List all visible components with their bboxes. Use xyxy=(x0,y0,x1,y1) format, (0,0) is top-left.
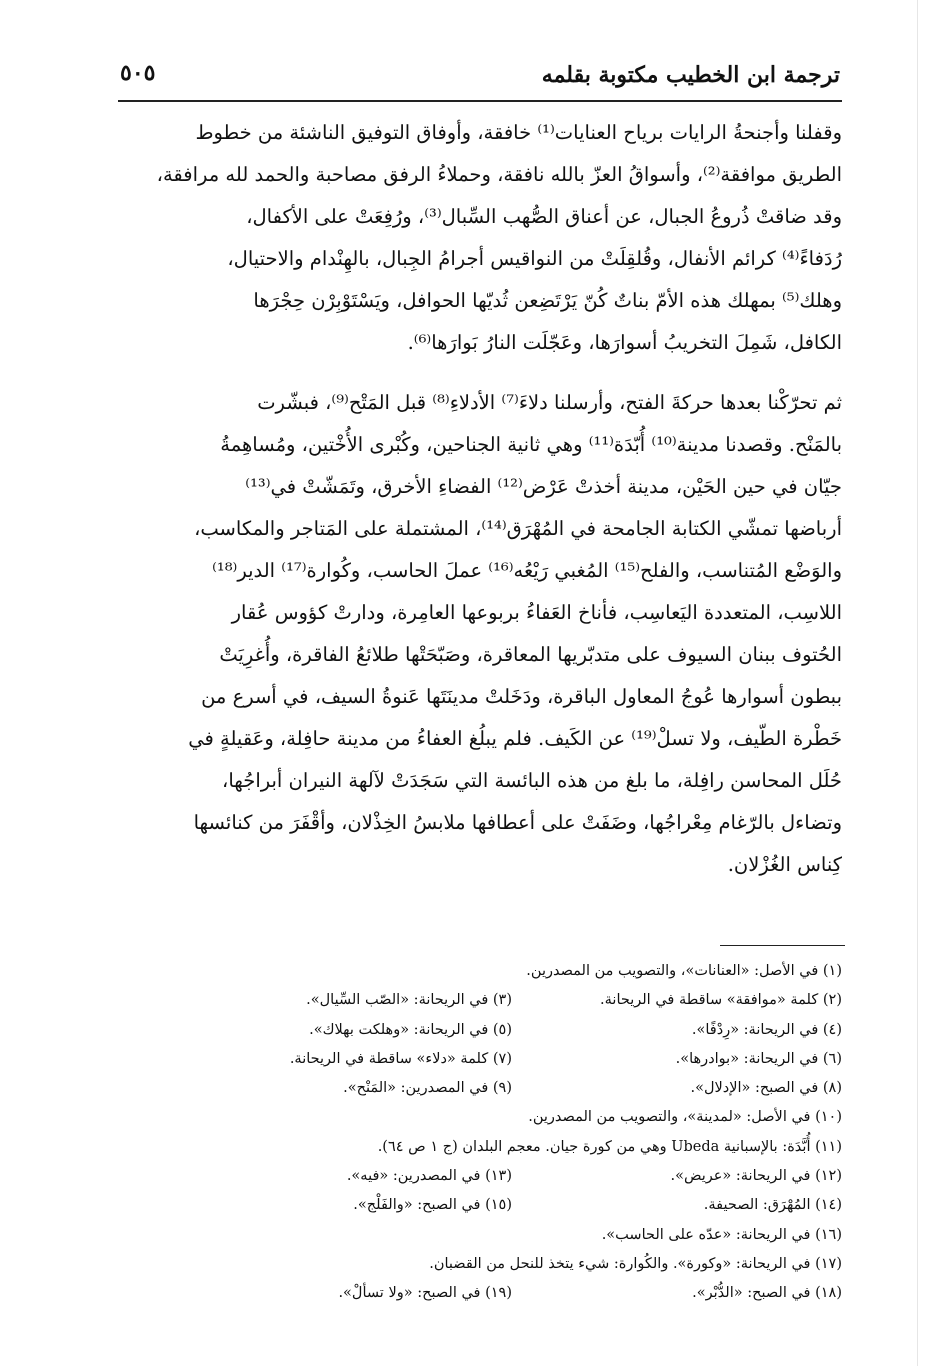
paragraph-line: الكافل، شَمِلَ التخريبُ أسوارَها، وعَجّلَت النارُ بَوارَها⁽⁶⁾. xyxy=(407,331,842,354)
paragraph-line: ثم تحرّكْنا بعدها حركةَ الفتح، وأرسلنا دلاءَ⁽⁷⁾ الأدلاءِ⁽⁸⁾ قبل المَتْح⁽⁹⁾، فبشّرت xyxy=(257,391,842,414)
scan-edge-line xyxy=(917,0,918,1366)
footnote-13: (١٣) في المصدرين: «فيه». xyxy=(346,1168,512,1185)
page-number: ٥٠٥ xyxy=(120,60,156,86)
footnote-row xyxy=(130,986,842,1015)
footnote-row xyxy=(130,1133,842,1162)
footnote-row xyxy=(130,1045,842,1074)
footnote-9: (٩) في المصدرين: «المَنْح». xyxy=(343,1080,512,1097)
footnote-18: (١٨) في الصبح: «الدُّبْر». xyxy=(692,1285,842,1302)
paragraph-line: اللاسِب، المتعددة اليَعاسِب، فأناخ العَفاءُ بربوعها العامِرة، ودارتْ كؤوس عُقار xyxy=(231,601,842,624)
footnote-16: (١٦) في الريحانة: «عدّه على الحاسب». xyxy=(601,1226,842,1243)
footnote-row xyxy=(130,1221,842,1250)
footnote-7: (٧) كلمة «دلاء» ساقطة في الريحانة. xyxy=(289,1050,512,1067)
footnote-1: (١) في الأصل: «العنانات»، والتصويب من المصدرين. xyxy=(526,963,842,979)
footnotes xyxy=(130,957,842,1309)
paragraph-2 xyxy=(112,382,842,886)
footnote-row xyxy=(130,1016,842,1045)
paragraph-line: الحُتوف ببنان السيوف على متدبّريها المعاقرة، وصَبّحَتْها طلائعُ الفاقرة، وأُغرِيَتْ xyxy=(219,643,842,666)
paragraph-line: وقد ضاقتْ ذُروعُ الجبال، عن أعناق الصُّهب السِّبال⁽³⁾، ورُفِعَتْ على الأكفال، xyxy=(246,205,842,228)
footnote-row xyxy=(130,957,842,986)
footnote-row xyxy=(130,1191,842,1220)
footnote-19: (١٩) في الصبح: «ولا تسألْ». xyxy=(338,1285,512,1302)
paragraph-line: بالمَنْح. وقصدنا مدينة⁽¹⁰⁾ أُبّدَة⁽¹¹⁾ وهي ثانية الجناحين، وكُبْرى الأُخْتين، ومُساهِمةُ xyxy=(220,433,842,456)
running-title: ترجمة ابن الخطيب مكتوبة بقلمه xyxy=(541,62,840,88)
paragraph-1 xyxy=(112,112,842,364)
footnote-4: (٤) في الريحانة: «رِدْفًا». xyxy=(691,1021,842,1038)
footnote-row xyxy=(130,1250,842,1279)
paragraph-line: وقفلنا وأجنحةُ الرايات برياح العنايات⁽¹⁾ خافقة، وأوفاق التوفيق الناشئة من خطوط xyxy=(195,121,842,144)
paragraph-line: حُلَل المحاسن رافِلة، ما بلغ من هذه البائسة التي سَجَدَتْ لآلهة النيران أبراجُها، xyxy=(222,769,842,792)
footnote-row xyxy=(130,1279,842,1308)
paragraph-line: الطريق موافقة⁽²⁾، وأسواقُ العزّ بالله نافقة، وحملاءُ الرفق مصاحبة والحمد لله مرافقة، xyxy=(156,163,842,186)
footnote-15: (١٥) في الصبح: «والفَلْج». xyxy=(353,1197,512,1214)
paragraph-line: وتضاءل بالرّغام مِعْراجُها، وضَفَتْ على أعطافها ملابسُ الخِذْلان، وأقْفَرَ من كنائسها xyxy=(193,811,842,834)
footnote-14: (١٤) المُهْرَق: الصحيفة. xyxy=(703,1197,842,1214)
footnote-12: (١٢) في الريحانة: «عريض». xyxy=(670,1168,842,1185)
footnote-5: (٥) في الريحانة: «وهلكت بهلاك». xyxy=(309,1021,512,1038)
footnote-row xyxy=(130,1103,842,1132)
footnote-row xyxy=(130,1162,842,1191)
paragraph-line: خَطْرة الطّيف، ولا تسلْ⁽¹⁹⁾ عن الكَيف. فلم يبلُغ العفاءُ من مدينة حافِلة، وعَقيلةٍ في xyxy=(188,727,842,750)
footnote-17: (١٧) في الريحانة: «وكورة». والكُوارة: شيء يتخذ للنحل من القضبان. xyxy=(429,1255,842,1272)
paragraph-line: أرباضها تمشّي الكتابة الجامحة في المُهْرَق⁽¹⁴⁾، المشتملة على المَتاجر والمكاسب، xyxy=(194,517,842,540)
footnote-row xyxy=(130,1074,842,1103)
footnote-divider xyxy=(720,945,845,946)
footnote-8: (٨) في الصبح: «الإدلال». xyxy=(690,1080,842,1097)
paragraph-line: جيّان في حين الحَيْن، مدينة أخذتْ عَرْض⁽¹²⁾ الفضاءِ الأخرق، وتَمَشّتْ في⁽¹³⁾ xyxy=(245,475,842,498)
footnote-10: (١٠) في الأصل: «لمدينة»، والتصويب من المصدرين. xyxy=(528,1109,842,1126)
paragraph-line: والوَضْع المُتناسب، والفلح⁽¹⁵⁾ المُغبي رَيْعُه⁽¹⁶⁾ عملَ الحاسب، وكُوارة⁽¹⁷⁾ الدير⁽¹⁸⁾ xyxy=(212,559,842,582)
footnote-3: (٣) في الريحانة: «الصّب السِّيال». xyxy=(306,992,512,1009)
paragraph-line: كِناس الغُزْلان. xyxy=(727,853,842,876)
paragraph-line: ببطون أسوارها عُوجُ المعاول الباقرة، ودَخَلتْ مدينَتَها عَنوةُ السيف، في أسرع من xyxy=(201,685,842,708)
footnote-11: (١١) أُبَّدَة: بالإسبانية Ubeda وهي من كورة جيان. معجم البلدان (ج ١ ص ٦٤). xyxy=(377,1138,842,1155)
paragraph-line: وهلك⁽⁵⁾ بمهلك هذه الأمّ بناتٌ كُنّ يَرْتَضِعن ثُديّها الحوافل، ويَسْتَوْبِرْن حِجْرَها xyxy=(253,289,842,312)
footnote-6: (٦) في الريحانة: «بوادرها». xyxy=(675,1050,842,1067)
footnote-2: (٢) كلمة «موافقة» ساقطة في الريحانة. xyxy=(600,992,842,1009)
header-divider xyxy=(118,100,842,102)
paragraph-line: رُدَفاءً⁽⁴⁾ كرائم الأنفال، وقُلقِلَتْ من النواقيس أجرامُ الجِبال، بالهِنْدام والاحتيال، xyxy=(227,247,842,270)
